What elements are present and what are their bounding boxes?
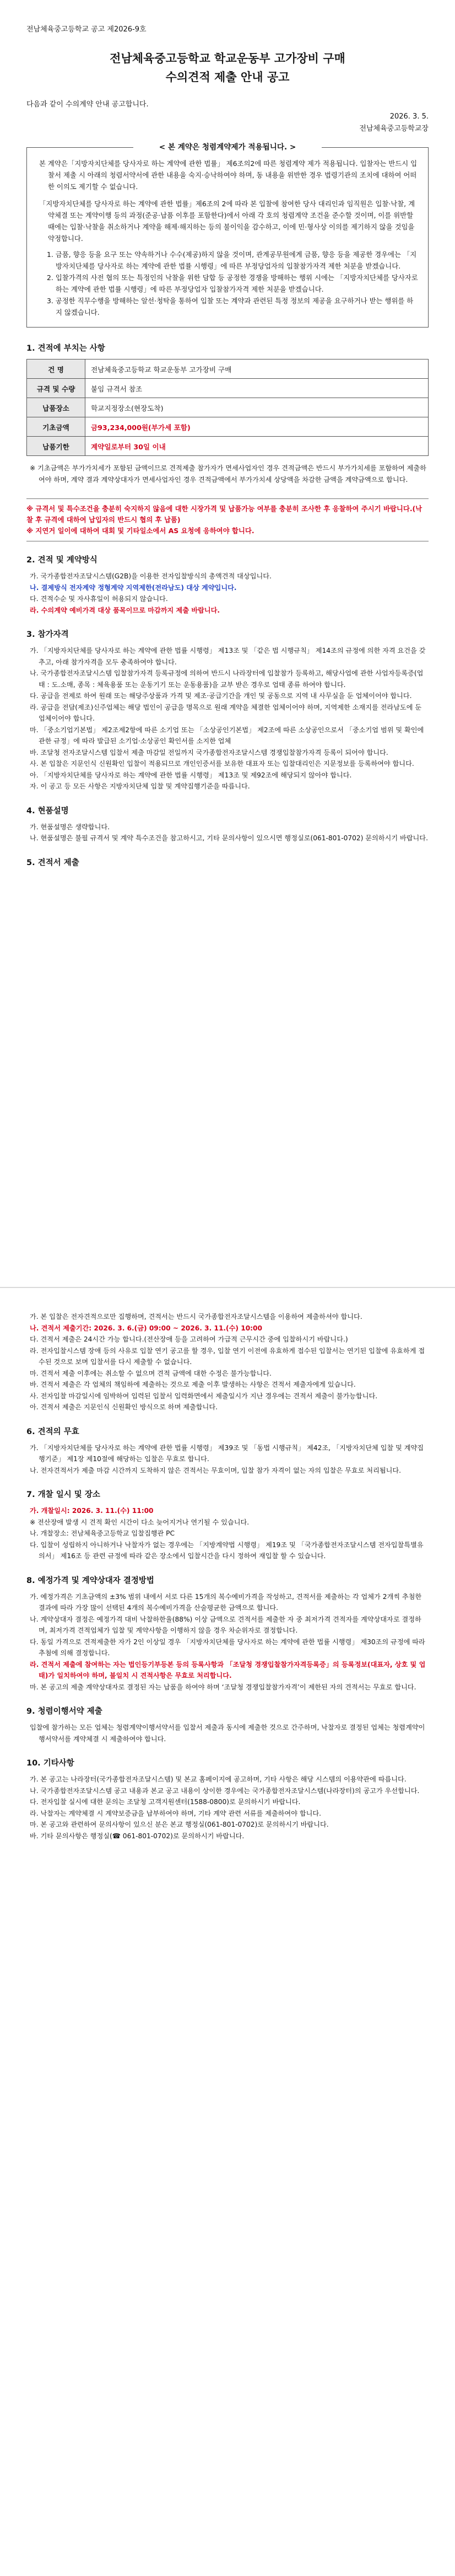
list-item: 라. 전자입찰시스템 장애 등의 사유로 입찰 연기 공고를 할 경우, 입찰 연기 이전에 유효하게 접수된 입찰서는 연기된 입찰에 유효하게 접수된 것으로 보며 입찰서를 다시 제출할 수 없습니다. xyxy=(30,1346,425,1366)
list-item: 마. 견적서 제출 이후에는 취소할 수 없으며 견적 금액에 대한 수정은 불가능합니다. xyxy=(30,1369,272,1377)
list-item: 입찰에 참가하는 모든 업체는 청렴계약이행서약서를 입찰서 제출과 동시에 제출한 것으로 간주하며, 낙찰자로 결정된 업체는 청렴계약이행서약서를 계약체결 시 제출하여야 합니다. xyxy=(30,1724,425,1743)
list-item: 가. 예정가격은 기초금액의 ±3% 범위 내에서 서로 다른 15개의 복수예비가격을 작성하고, 견적서를 제출하는 각 업체가 2개씩 추첨한 결과에 따라 가장 많이 선택된 4개의 복수예비가격을 산술평균한 금액으로 합니다. xyxy=(30,1592,422,1612)
list-item: 나. 견적서 제출기간: 2026. 3. 6.(금) 09:00 ~ 2026. 3. 11.(수) 10:00 xyxy=(30,1324,263,1332)
section-heading: 10. 기타사항 xyxy=(26,1759,74,1768)
table-value: 붙임 규격서 참조 xyxy=(85,379,429,398)
page-2 xyxy=(0,1288,455,2576)
table-key: 기초금액 xyxy=(27,417,85,437)
table-row xyxy=(27,398,429,417)
notice-item: 1. 금품, 향응 등을 요구 또는 약속하거나 수수(제공)하지 않을 것이며, 관계공무원에게 금품, 향응 등을 제공한 경우에는 「지방자치단체를 당사자로 하는 계약에 관한 법률 시행령」에 따른 부정당업자의 입찰참가자격 제한 처분을 받겠습니다. xyxy=(47,250,417,270)
notice-item: 3. 공정한 직무수행을 방해하는 알선·청탁을 통하여 입찰 또는 계약과 관련된 특정 정보의 제공을 요구하거나 받는 행위를 하지 않겠습니다. xyxy=(47,297,414,316)
table-row xyxy=(27,437,429,456)
integrity-notice-box xyxy=(26,143,429,328)
table-row xyxy=(27,417,429,437)
notice-item: 2. 입찰가격의 사전 협의 또는 특정인의 낙찰을 위한 담합 등 공정한 경쟁을 방해하는 행위 시에는 「지방자치단체를 당사자로 하는 계약에 관한 법률 시행령」에 따른 부정당업자 입찰참가자격 제한 처분을 받겠습니다. xyxy=(47,273,418,293)
list-item: 가. 본 공고는 나라장터(국가종합전자조달시스템) 및 본교 홈페이지에 공고하며, 기타 사항은 해당 시스템의 이용약관에 따릅니다. xyxy=(30,1775,407,1783)
list-item: 다. 공급을 전제로 하여 원래 또는 해당주상품과 가격 및 제조·공급기간을 개인 및 공동으로 지역 내 사무실을 둔 업체이어야 합니다. xyxy=(30,692,412,700)
table-key: 납품기한 xyxy=(27,437,85,456)
list-item: 라. 공급을 전담(제조)신주업체는 해당 법인이 공급을 명목으로 원래 계약을 체결한 업체이어야 하며, 지역제한 소재지를 전라남도에 둔 업체이어야 합니다. xyxy=(30,703,422,722)
table-key: 납품장소 xyxy=(27,398,85,417)
section-heading: 1. 견적에 부치는 사항 xyxy=(26,344,105,353)
list-item: 나. 개찰장소: 전남체육중고등학교 입찰집행관 PC xyxy=(30,1530,175,1537)
list-item: 마. 「중소기업기본법」 제2조제2항에 따른 소기업 또는 「소상공인기본법」 제2조에 따른 소상공인으로서 「중소기업 범위 및 확인에 관한 규정」에 따라 발급된 소기업·소상공인 확인서를 소지한 업체 xyxy=(30,726,424,745)
list-item: 아. 「지방자치단체를 당사자로 하는 계약에 관한 법률 시행령」 제13조 및 제92조에 해당되지 않아야 합니다. xyxy=(30,771,352,779)
table-value: 학교지정장소(현장도착) xyxy=(85,398,429,417)
table-value: 금93,234,000원(부가세 포함) xyxy=(85,417,429,437)
list-item: 아. 견적서 제출은 지문인식 신원확인 방식으로 하며 제출합니다. xyxy=(30,1403,218,1411)
notice-paragraph: 본 계약은「지방자치단체를 당사자로 하는 계약에 관한 법률」 제6조의2에 따른 청렴계약 제가 적용됩니다. 입찰자는 반드시 입찰서 제출 시 아래의 청렴서약서에 관한 내용을 숙지·승낙하여야 하며, 동 내용을 위반한 경우 법령기관의 조치에 대하여 어떠한 이의도 제기할 수 없습니다. xyxy=(39,159,418,191)
list-item: 라. 수의계약 예비가격 대상 품목이므로 마감까지 제출 바랍니다. xyxy=(30,606,220,614)
list-item: 자. 이 공고 등 모든 사항은 지방자치단체 입찰 및 계약집행기준을 따릅니다. xyxy=(30,782,250,790)
section-heading: 9. 청렴이행서약 제출 xyxy=(26,1707,102,1716)
list-item: 가. 「지방자치단체를 당사자로 하는 계약에 관한 법률 시행령」 제39조 및 「동법 시행규칙」 제42조, 「지방자치단체 입찰 및 계약집행기준」 제1장 제10절에 해당하는 입찰은 무효로 합니다. xyxy=(30,1443,424,1463)
list-item: 나. 현품설명은 불필 규격서 및 계약 특수조건을 참고하시고, 기타 문의사항이 있으시면 행정실로(061-801-0702) 문의하시기 바랍니다. xyxy=(30,834,428,842)
list-item: 가. 국가종합전자조달시스템(G2B)을 이용한 전자입찰방식의 총액견적 대상입니다. xyxy=(30,572,272,580)
list-item: 바. 조달청 전자조달시스템 입찰서 제출 마감일 전일까지 국가종합전자조달시스템 경쟁입찰참가자격 등록이 되어야 합니다. xyxy=(30,748,388,756)
page-1 xyxy=(0,0,455,1287)
doc-date: 2026. 3. 5. xyxy=(389,112,429,121)
list-item: 다. 전자입찰 실시에 대한 문의는 조달청 고객지원센터(1588-0800)로 문의하시기 바랍니다. xyxy=(30,1798,301,1806)
list-item: 가. 「지방자치단체를 당사자로 하는 계약에 관한 법률 시행령」 제13조 및 「같은 법 시행규칙」 제14조의 규정에 의한 자격 요건을 갖추고, 아래 참가자격을 모두 충족하여야 합니다. xyxy=(30,647,426,666)
list-item: 마. 본 공고의 제출 계약상대자로 결정된 자는 납품을 하여야 하며 ‘조달청 경쟁입찰참가자격’이 제한된 자의 견적서는 무효로 합니다. xyxy=(30,1683,416,1691)
list-item: 다. 견적수순 및 자사휴일이 허용되지 않습니다. xyxy=(30,595,168,603)
list-item: 가. 개찰일시: 2026. 3. 11.(수) 11:00 xyxy=(30,1507,154,1515)
list-item: 나. 국가종합전자조달시스템 입찰참가자격 등록규정에 의하여 반드시 나라장터에 입찰참가 등록하고, 해당사업에 관한 사업자등록증(업태 : 도.소매, 종목 : 체육용품 또는 운동기기 또는 운동용품)을 교부 받은 경우로 업태 종류 하여야 합니다. xyxy=(30,669,424,689)
integrity-notice-heading: < 본 계약은 청렴계약제가 적용됩니다. > xyxy=(133,142,322,153)
list-item: 다. 입찰이 성립하지 아니하거나 낙찰자가 없는 경우에는 「지방계약법 시행령」 제19조 및 「국가종합전자조달시스템 전자입찰특별유의서」 제16조 등 관련 규정에 따라 같은 장소에서 입찰시간을 다시 정하여 재입찰 할 수 있습니다. xyxy=(30,1541,424,1560)
table-key: 규격 및 수량 xyxy=(27,379,85,398)
table-note: ※ 기초금액은 부가가치세가 포함된 금액이므로 견적제출 참가자가 면세사업자인 경우 견적금액은 반드시 부가가치세를 포함하여 제출하여야 하며, 계약 결과 계약상대자가 면세사업자인 경우 견적금액에서 부가가치세 상당액을 차감한 금액을 계약금액으로 합니다. xyxy=(30,464,426,484)
list-item: 바. 견적서 제출은 각 업체의 책임하에 제출하는 것으로 제출 이후 발생하는 사항은 견적서 제출자에게 있습니다. xyxy=(30,1381,356,1388)
list-item: ※ 전산장애 발생 시 견적 확인 시간이 다소 늦어지거나 연기될 수 있습니다. xyxy=(30,1518,250,1526)
info-table xyxy=(26,359,429,456)
doc-title: 전남체육중고등학교 학교운동부 고가장비 구매 수의견적 제출 안내 공고 xyxy=(110,52,345,84)
list-item: 나. 계약상대자 결정은 예정가격 대비 낙찰하한율(88%) 이상 금액으로 견적서를 제출한 자 중 최저가격 견적자를 계약상대자로 결정하며, 최저가격 견적업체가 입찰 및 계약사항을 이행하지 않을 경우 차순위자로 결정합니다. xyxy=(30,1615,421,1634)
list-item: 나. 국가종합전자조달시스템 공고 내용과 본교 공고 내용이 상이한 경우에는 국가종합전자조달시스템(나라장터)의 공고가 우선합니다. xyxy=(30,1786,420,1795)
warning-block xyxy=(26,498,429,541)
list-item: 사. 본 입찰은 지문인식 신원확인 입찰이 적용되므로 개인인증서를 보유한 대표자 또는 입찰대리인은 지문정보를 등록하여야 합니다. xyxy=(30,760,414,768)
table-row xyxy=(27,379,429,398)
list-item: 다. 견적서 제출은 24시간 가능 합니다.(전산장애 등을 고려하여 가급적 근무시간 중에 입찰하시기 바랍니다.) xyxy=(30,1335,348,1343)
list-item: 라. 견적서 제출에 참여하는 자는 법인등기부등본 등의 등록사항과 「조달청 경쟁입찰참가자격등록증」의 등록정보(대표자, 상호 및 업태)가 일치하여야 하며, 불일치 시 견적사항은 무효로 처리합니다. xyxy=(30,1660,426,1679)
warning-line: ※ 지연거 일이에 대하여 대회 및 기타일소에서 AS 요청에 응하여야 합니다. xyxy=(26,527,254,535)
section-heading: 4. 현품설명 xyxy=(26,806,69,815)
intro-text: 다음과 같이 수의계약 안내 공고합니다. xyxy=(26,100,149,109)
table-key: 건 명 xyxy=(27,359,85,379)
doc-number: 전남체육중고등학교 공고 제2026-9호 xyxy=(26,25,147,34)
list-item: 라. 낙찰자는 계약체결 시 계약보증금을 납부하여야 하며, 기타 계약 관련 서류를 제출하여야 합니다. xyxy=(30,1809,322,1817)
notice-paragraph: 「지방자치단체를 당사자로 하는 계약에 관한 법률」제6조의 2에 따라 본 입찰에 참여한 당사 대리인과 임직원은 입찰·낙찰, 계약체결 또는 계약이행 등의 과정(준공·납품 이후를 포함한다)에서 아래 각 호의 청렴계약 조건을 준수할 것이며, 이를 위반할 때에는 입찰·낙찰을 취소하거나 계약을 해제·해지하는 등의 불이익을 감수하고, 이에 민·형사상 이의를 제기하지 않을 것임을 약정합니다. xyxy=(39,200,415,243)
section-heading: 5. 견적서 제출 xyxy=(26,858,79,867)
section-heading: 6. 견적의 무효 xyxy=(26,1427,79,1436)
section-heading: 3. 참가자격 xyxy=(26,630,69,639)
list-item: 바. 기타 문의사항은 행정실(☎ 061-801-0702)로 문의하시기 바랍니다. xyxy=(30,1832,245,1840)
table-value: 계약일로부터 30일 이내 xyxy=(85,437,429,456)
list-item: 가. 본 입찰은 전자견적으로만 집행하며, 견적서는 반드시 국가종합전자조달시스템을 이용하여 제출하셔야 합니다. xyxy=(30,1313,362,1321)
list-item: 사. 전자입찰 마감일시에 임박하여 입력된 입찰서 입력화면에서 제출일시가 지난 경우에는 견적서 제출이 불가능합니다. xyxy=(30,1392,378,1400)
list-item: 나. 전자견적서가 제출 마감 시간까지 도착하지 않은 견적서는 무효이며, 입찰 참가 자격이 없는 자의 입찰은 무효로 처리됩니다. xyxy=(30,1466,402,1474)
table-row xyxy=(27,359,429,379)
section-heading: 8. 예정가격 및 계약상대자 결정방법 xyxy=(26,1576,154,1585)
list-item: 나. 결제방식 전자계약 정형계약 지역제한(전라남도) 대상 계약입니다. xyxy=(30,583,237,592)
warning-line: ※ 규격서 및 특수조건을 충분히 숙지하지 않음에 대한 시장가격 및 납품가능 여부를 충분히 조사한 후 응찰하여 주시기 바랍니다.(낙찰 후 규격에 대하여 납입자의 반드시 협의 후 납품) xyxy=(26,505,422,524)
doc-issuer: 전남체육중고등학교장 xyxy=(359,125,429,133)
section-heading: 7. 개찰 일시 및 장소 xyxy=(26,1490,100,1499)
list-item: 마. 본 공고와 관련하여 문의사항이 있으신 분은 본교 행정실(061-801-0702)로 문의하시기 바랍니다. xyxy=(30,1821,329,1828)
list-item: 가. 현품설명은 생략합니다. xyxy=(30,823,110,831)
section-heading: 2. 견적 및 계약방식 xyxy=(26,556,98,565)
table-value: 전남체육중고등학교 학교운동부 고가장비 구매 xyxy=(85,359,429,379)
list-item: 다. 동일 가격으로 견적제출한 자가 2인 이상일 경우 「지방자치단체를 당사자로 하는 계약에 관한 법률 시행령」 제30조의 규정에 따라 추첨에 의해 결정합니다. xyxy=(30,1638,425,1657)
